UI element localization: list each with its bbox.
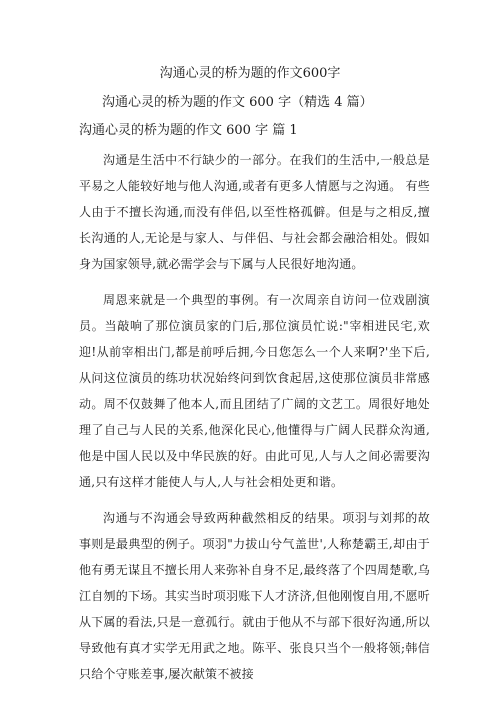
article-body [79,147,430,697]
document-title: 沟通心灵的桥为题的作文600字 [159,66,341,81]
paragraph-2: 周恩来就是一个典型的事例。有一次周亲自访问一位戏剧演员。当敲响了那位演员家的门后,那位演员忙说:"宰相进民宅,欢迎!从前宰相出门,都是前呼后拥,今日您怎么一个人来啊?'坐下后,从问这位演员的练功状况始终问到饮食起居,这使那位演员非常感动。周不仅鼓舞了他本人,而且团结了广阔的文艺工。周很好地处理了自己与人民的关系,他深化民心,他懂得与广阔人民群众沟通,他是中国人民以及中华民族的好。由此可见,人与人之间必需要沟通,只有这样才能使人与人,人与社会相处更和谐。 [79,293,430,489]
document-subtitle: 沟通心灵的桥为题的作文 600 字（精选 4 篇） [102,95,373,110]
section-heading: 沟通心灵的桥为题的作文 600 字 篇 1 [79,123,298,138]
paragraph-1: 沟通是生活中不行缺少的一部分。在我们的生活中,一般总是平易之人能较好地与他人沟通,或者有更多人情愿与之沟通。 有些人由于不擅长沟通,而没有伴侣,以至性格孤僻。但是与之相反,擅长沟通的人,无论是与家人、与伴侣、与社会都会融洽相处。假如身为国家领导,就必需学会与下属与人民很好地沟通。 [79,153,430,271]
paragraph-3: 沟通与不沟通会导致两种截然相反的结果。项羽与刘邦的故事则是最典型的例子。项羽"力拔山兮气盖世',人称楚霸王,却由于他有勇无谋且不擅长用人来弥补自身不足,最终落了个四周楚歌,乌江自刎的下场。其实当时项羽账下人才济济,但他刚愎自用,不愿听从下属的看法,只是一意孤行。就由于他从不与部下很好沟通,所以导致他有真才实学无用武之地。陈平、张良只当个一般将领;韩信只给个守账差事,屡次献策不被接 [79,511,430,681]
